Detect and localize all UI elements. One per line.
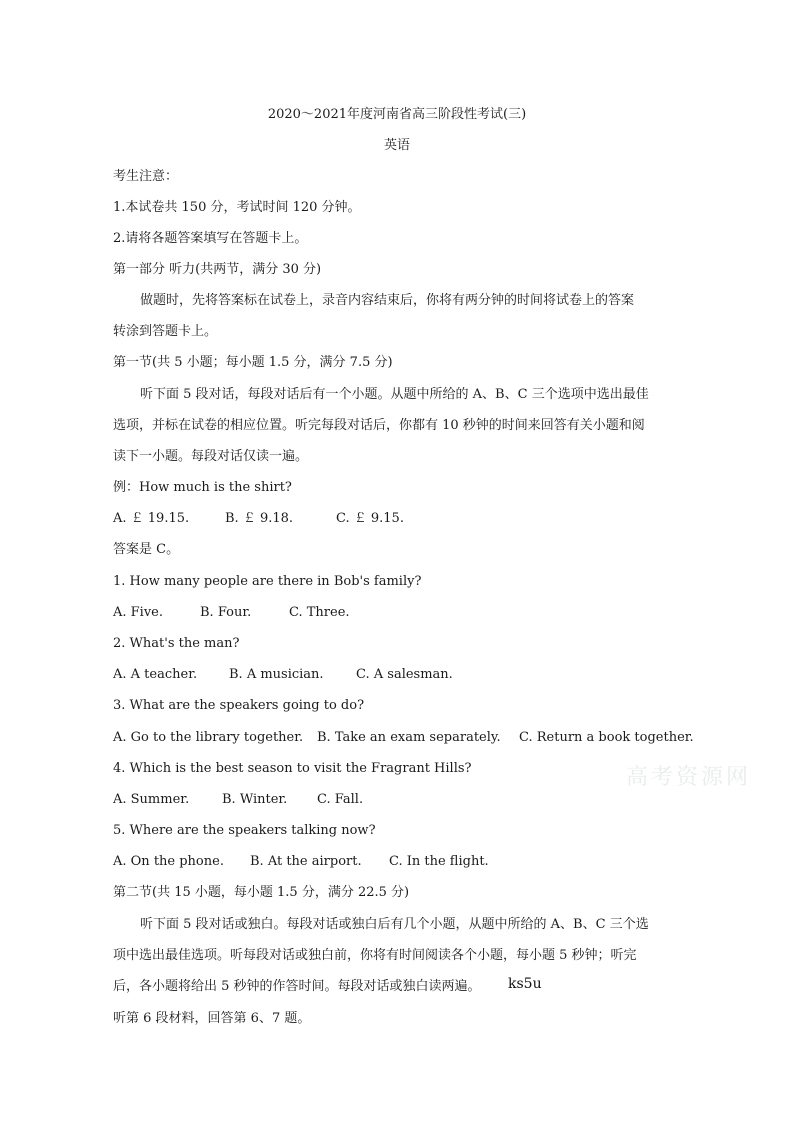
- question-3: 3. What are the speakers going to do?: [113, 698, 365, 713]
- part1-heading: 第一部分 听力(共两节，满分 30 分): [113, 262, 322, 277]
- example-options: [113, 510, 404, 528]
- option-b: B. At the airport.: [250, 854, 362, 869]
- option-b: B. A musician.: [229, 667, 324, 682]
- notice-item-2: 2.请将各题答案填写在答题卡上。: [113, 231, 308, 246]
- question-5-options: [113, 853, 489, 871]
- section2-instruction-line1: 听下面 5 段对话或独白。每段对话或独白后有几个小题，从题中所给的 A、B、C 三个选: [140, 917, 649, 932]
- example-option-a: A. ￡ 19.15.: [113, 511, 190, 526]
- option-b: B. Take an exam separately.: [317, 730, 501, 745]
- option-c: C. Return a book together.: [519, 730, 694, 745]
- part1-instruction-line2: 转涂到答题卡上。: [113, 324, 218, 339]
- example-question: 例：How much is the shirt?: [113, 480, 292, 495]
- option-a: A. A teacher.: [113, 667, 198, 682]
- option-c: C. A salesman.: [356, 667, 453, 682]
- section2-instruction-line3: 后，各小题将给出 5 秒钟的作答时间。每段对话或独白读两遍。: [113, 979, 481, 994]
- section1-heading: 第一节(共 5 小题；每小题 1.5 分，满分 7.5 分): [113, 355, 393, 370]
- question-4: 4. Which is the best season to visit the Fragrant Hills?: [113, 761, 472, 776]
- option-c: C. In the flight.: [389, 854, 489, 869]
- question-2-options: [113, 666, 453, 684]
- option-a: A. Five.: [113, 605, 164, 620]
- section2-instruction-line2: 项中选出最佳选项。听每段对话或独白前，你将有时间阅读各个小题，每小题 5 秒钟；听完: [113, 948, 637, 963]
- option-b: B. Winter.: [222, 792, 288, 807]
- example-option-c: C. ￡ 9.15.: [336, 511, 404, 526]
- option-b: B. Four.: [200, 605, 252, 620]
- option-a: A. Go to the library together.: [113, 730, 304, 745]
- question-3-options: [113, 729, 694, 747]
- question-1-options: [113, 604, 350, 622]
- ks5u-stamp: ks5u: [508, 976, 542, 992]
- question-5: 5. Where are the speakers talking now?: [113, 823, 376, 838]
- section1-instruction-line1: 听下面 5 段对话，每段对话后有一个小题。从题中所给的 A、B、C 三个选项中选出最佳: [140, 387, 649, 402]
- watermark-logo: 高考资源网: [626, 765, 752, 790]
- part1-instruction-line1: 做题时，先将答案标在试卷上，录音内容结束后，你将有两分钟的时间将试卷上的答案: [140, 293, 635, 308]
- question-4-options: [113, 791, 363, 809]
- notice-heading: 考生注意：: [113, 169, 179, 184]
- section1-instruction-line2: 选项，并标在试卷的相应位置。听完每段对话后，你都有 10 秒钟的时间来回答有关小题和阅: [113, 418, 645, 433]
- option-a: A. On the phone.: [113, 854, 224, 869]
- question-2: 2. What's the man?: [113, 636, 240, 651]
- example-option-b: B. ￡ 9.18.: [225, 511, 294, 526]
- material-6-instruction: 听第 6 段材料，回答第 6、7 题。: [113, 1011, 311, 1026]
- option-c: C. Three.: [289, 605, 350, 620]
- section1-instruction-line3: 读下一小题。每段对话仅读一遍。: [113, 449, 309, 464]
- subject-title: 英语: [383, 138, 410, 153]
- section2-heading: 第二节(共 15 小题，每小题 1.5 分，满分 22.5 分): [113, 885, 410, 900]
- example-answer: 答案是 C。: [113, 542, 180, 557]
- exam-title: 2020～2021年度河南省高三阶段性考试(三): [267, 107, 527, 122]
- option-c: C. Fall.: [317, 792, 364, 807]
- question-1: 1. How many people are there in Bob's family?: [113, 574, 422, 589]
- notice-item-1: 1.本试卷共 150 分，考试时间 120 分钟。: [113, 200, 361, 215]
- option-a: A. Summer.: [113, 792, 190, 807]
